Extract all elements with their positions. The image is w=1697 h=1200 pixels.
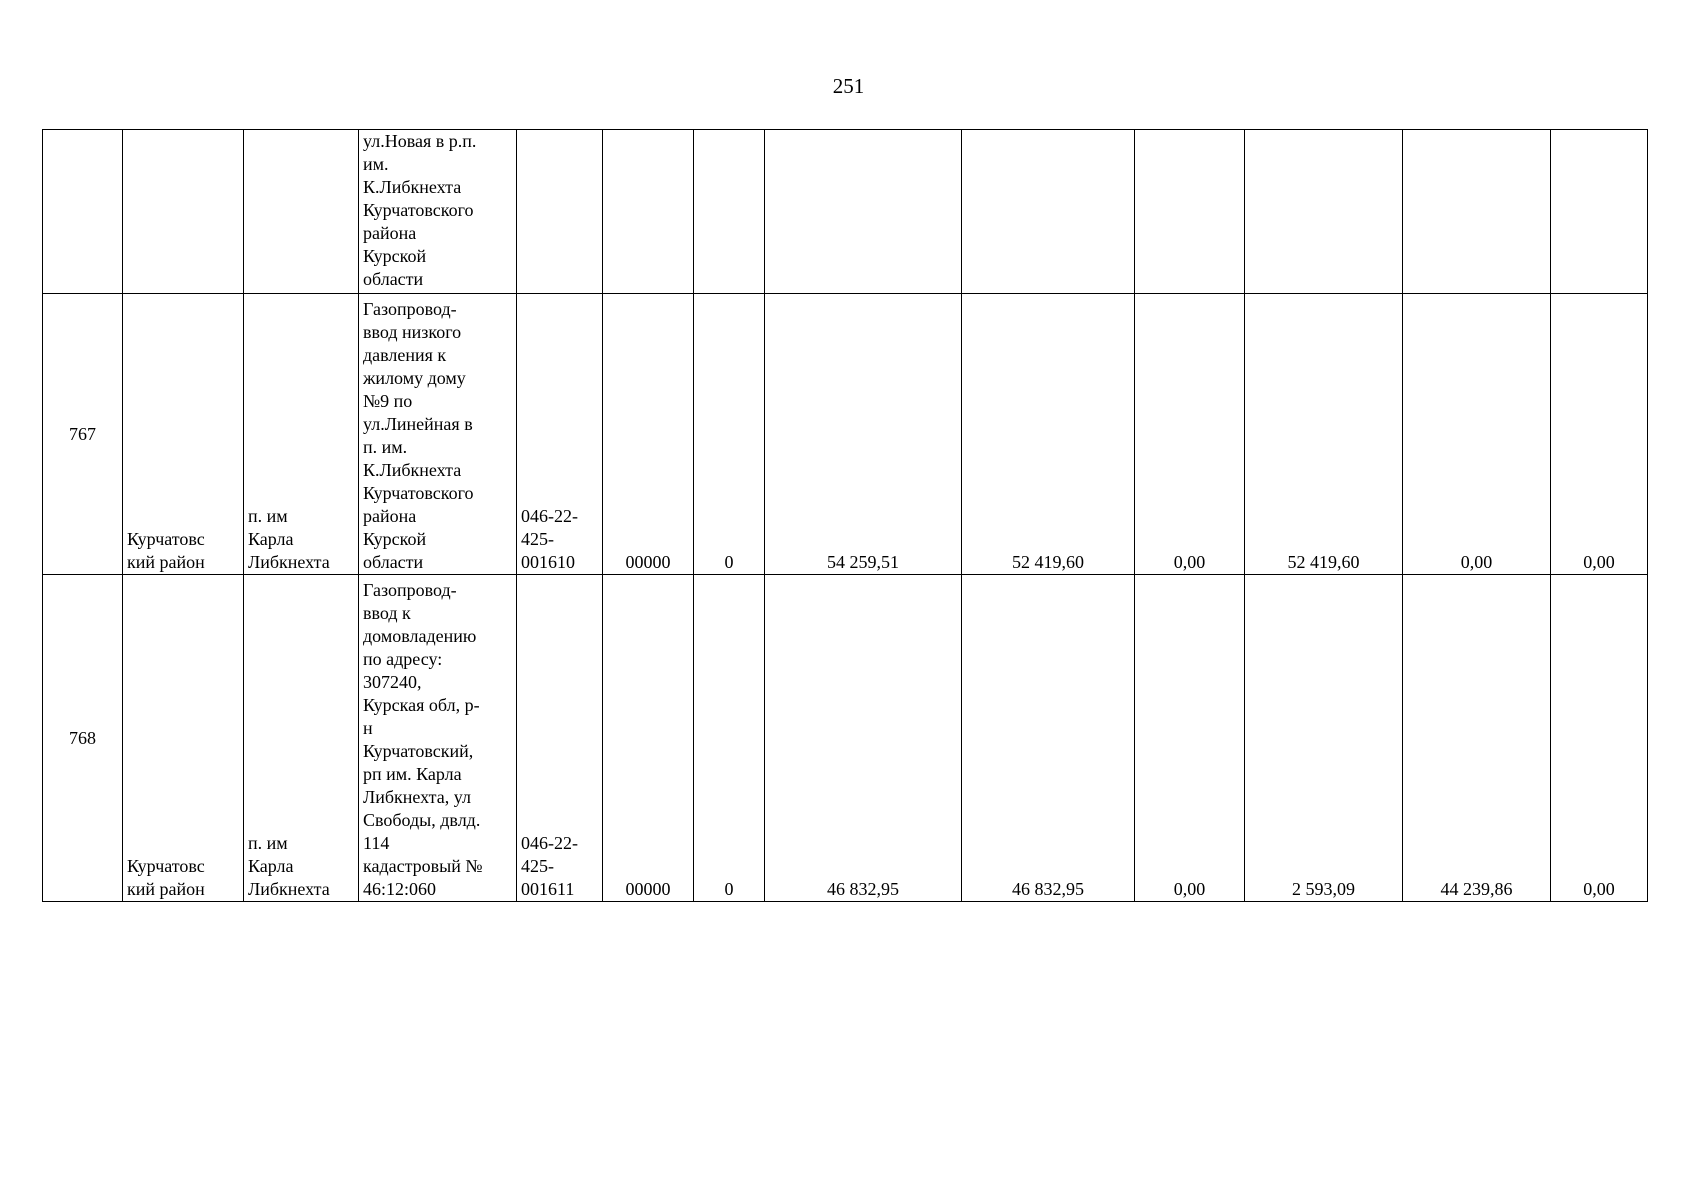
cell-col8: 46 832,95 bbox=[765, 575, 962, 902]
cell-col8: 54 259,51 bbox=[765, 294, 962, 575]
cell-col12 bbox=[1403, 130, 1551, 294]
cell-col6 bbox=[603, 130, 694, 294]
cell-col7: 0 bbox=[694, 294, 765, 575]
cell-col6: 00000 bbox=[603, 294, 694, 575]
cell-object-name: Газопровод- ввод к домовладению по адресу: 307240, Курская обл, р- н Курчатовский, рп им. Карла Либкнехта, ул Свободы, двлд. 114 кадастровый № 46:12:060 bbox=[359, 575, 517, 902]
cell-col10 bbox=[1135, 130, 1245, 294]
cell-col12: 0,00 bbox=[1403, 294, 1551, 575]
cell-district: Курчатовс кий район bbox=[123, 294, 244, 575]
cell-settlement: п. им Карла Либкнехта bbox=[244, 294, 359, 575]
cell-col7 bbox=[694, 130, 765, 294]
cell-code: 046-22- 425- 001610 bbox=[517, 294, 603, 575]
table-row bbox=[43, 575, 1648, 902]
cell-col11: 2 593,09 bbox=[1245, 575, 1403, 902]
cell-num bbox=[43, 130, 123, 294]
cell-district bbox=[123, 130, 244, 294]
cell-num: 768 bbox=[43, 575, 123, 902]
cell-col11 bbox=[1245, 130, 1403, 294]
cell-col9: 46 832,95 bbox=[962, 575, 1135, 902]
cell-col13: 0,00 bbox=[1551, 294, 1648, 575]
cell-district: Курчатовс кий район bbox=[123, 575, 244, 902]
cell-col10: 0,00 bbox=[1135, 575, 1245, 902]
cell-col10: 0,00 bbox=[1135, 294, 1245, 575]
cell-col7: 0 bbox=[694, 575, 765, 902]
cell-col8 bbox=[765, 130, 962, 294]
cell-settlement bbox=[244, 130, 359, 294]
registry-table bbox=[42, 129, 1648, 902]
cell-col6: 00000 bbox=[603, 575, 694, 902]
page-number: 251 bbox=[832, 74, 865, 98]
cell-object-name: Газопровод- ввод низкого давления к жилому дому №9 по ул.Линейная в п. им. К.Либкнехта Курчатовского района Курской области bbox=[359, 294, 517, 575]
cell-settlement: п. им Карла Либкнехта bbox=[244, 575, 359, 902]
table-row bbox=[43, 294, 1648, 575]
cell-col9: 52 419,60 bbox=[962, 294, 1135, 575]
cell-code bbox=[517, 130, 603, 294]
cell-col11: 52 419,60 bbox=[1245, 294, 1403, 575]
cell-col13 bbox=[1551, 130, 1648, 294]
cell-code: 046-22- 425- 001611 bbox=[517, 575, 603, 902]
cell-col9 bbox=[962, 130, 1135, 294]
cell-col12: 44 239,86 bbox=[1403, 575, 1551, 902]
cell-col13: 0,00 bbox=[1551, 575, 1648, 902]
cell-object-name: ул.Новая в р.п. им. К.Либкнехта Курчатовского района Курской области bbox=[359, 130, 517, 294]
table-row-continuation bbox=[43, 130, 1648, 294]
cell-num: 767 bbox=[43, 294, 123, 575]
